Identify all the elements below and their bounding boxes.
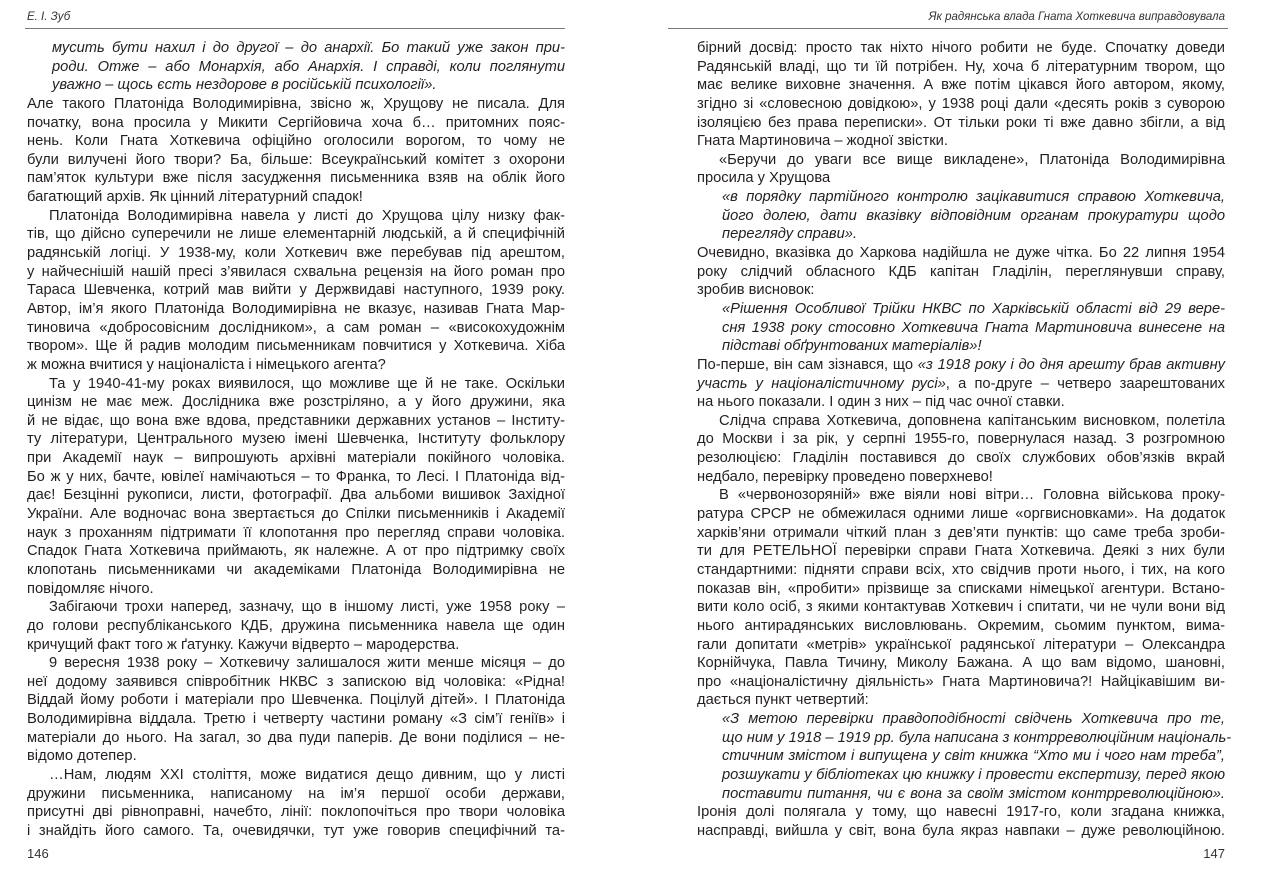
text-line: України. Але водночас вона звертається до Спілки письменників і Академії [27, 506, 565, 523]
text-line: й не відає, що вона вже вдова, представники державних установ – Інститу- [27, 412, 565, 429]
text-line [697, 356, 1225, 375]
text-line: до Москви і за рік, у серпні 1955-го, повернулася назад. З розгромною [697, 431, 1225, 448]
quote-line: поставити питання, чи є вона за своїм змістом контрреволюційною». [722, 785, 1225, 802]
text-line: «Беручи до уваги все вище викладене», Платоніда Володимирівна [719, 151, 1225, 168]
header-rule [25, 28, 565, 29]
text-line: присутні дві рівноправні, начебто, лінії: поклопочіться про твори чоловіка [27, 804, 565, 821]
text-line: має велике виховне значення. А вже потім цікався його автором, якому, [697, 77, 1225, 94]
text-line: дається пункт четвертий: [697, 692, 869, 709]
quote-line: розшукати у бібліотеках цю книжку і провести експертизу, перед якою [722, 766, 1225, 783]
running-head-author: Е. І. Зуб [27, 11, 71, 23]
quote-line: уважно – щось єсть нездорове в російській психології». [52, 77, 437, 94]
text-line: Та у 1940-41-му роках виявилося, що можливе ще й не таке. Оскільки [49, 375, 565, 392]
italic-quote-span: участь у націоналістичному русі» [697, 375, 946, 392]
text-line: Іронія долі полягала у тому, що навесні 1917-го, коли згадана книжка, [697, 804, 1225, 821]
page-body [27, 39, 565, 841]
text-line: Віддай йому роботи і матеріали про Шевченка. Поцілуй дітей». І Платоніда [27, 692, 565, 709]
running-head-title: Як радянська влада Гната Хоткевича виправдовувала [928, 11, 1225, 23]
text-line: В «червонозоряній» вже віяли нові вітри… Головна військова проку- [719, 487, 1225, 504]
text-line: бірний досвід: просто так ніхто нічого робити не буде. Спочатку доведи [697, 40, 1225, 56]
text-line: на нього показали. І один з них – під час очної ставки. [697, 394, 1065, 411]
text-line: кричущий факт того ж ґатунку. Кажучи відверто – мародерства. [27, 636, 460, 653]
text-line: Радянській владі, що ти їй потрібен. Ну, хоча б літературним твором, що [697, 58, 1225, 75]
text-line: Тараса Шевченка, котрий мав вийти у Держвидаві наступного, 1939 року. [27, 282, 565, 299]
text-line: повідомляє нічого. [27, 580, 154, 597]
text-line: ти для РЕТЕЛЬНОЇ перевірки справи Гната Хоткевича. Деякі з них були [697, 543, 1225, 560]
quote-line: його долею, дати вказівку відповідним органам прокуратури щодо [722, 207, 1225, 224]
text-line: насправді, вийшла у світ, вона була якраз навпаки – дуже революційною. [697, 822, 1225, 839]
text-line: року слідчий обласного КДБ капітан Гладілін, переглянувши справу, [697, 263, 1225, 280]
quote-line: сня 1938 року стосовно Хоткевича Гната Мартиновича винесене на [722, 319, 1225, 336]
text-line: відомо дотепер. [27, 748, 137, 765]
left-page [27, 0, 565, 881]
italic-quote-span: «з 1918 року і до дня арешту брав активну [917, 356, 1225, 373]
right-page [697, 0, 1232, 881]
text-line: Забігаючи трохи наперед, зазначу, що в іншому листі, уже 1958 року – [49, 599, 565, 616]
text-line: недбало, перевірку проведено поверхнево! [697, 468, 993, 485]
text-line [697, 375, 1225, 394]
text-line: ту літератури, Центрального музею імені Шевченка, Інституту фольклору [27, 431, 565, 448]
quote-line: «З метою перевірки правдоподібності свідчень Хоткевича про те, [722, 711, 1225, 728]
text-line: Автор, ім’я якого Платоніда Володимирівна не вказує, називав Гната Мар- [27, 300, 565, 317]
quote-line: стичним змістом і випущена у світ книжка “Хто ми і чого нам треба”, [722, 748, 1225, 765]
header-rule [668, 28, 1228, 29]
text-line: дружини письменника, написаному на ім’я першої особи держави, [27, 785, 565, 802]
text-line: харків’яни отримали чіткий план з дев’яти пунктів: що саме треба зроби- [697, 524, 1225, 541]
text-line: матеріали до нього. На загал, зо два пуди паперів. Де вони поділися – не- [27, 729, 565, 746]
text-line: Гната Мартиновича – жодної звістки. [697, 133, 948, 150]
text-line: …Нам, людям XXI століття, може видатися дещо дивним, що у листі [49, 766, 565, 783]
text-line: наук з проханням підтримати її клопотання про перегляд справи чоловіка. [27, 524, 565, 541]
quote-line: «в порядку партійного контролю зацікавитися справою Хоткевича, [722, 189, 1225, 206]
text-line: ратура СРСР не обмежилася одними лише «оргвисновками». На додаток [697, 506, 1225, 523]
text-line: показав він, «пробити» прізвище за списками німецької агентури. Встано- [697, 580, 1225, 597]
text-line: згідно зі «словесною довідкою», у 1938 році дали «десять років з суворою [697, 95, 1225, 112]
quote-line: «Рішення Особливої Трійки НКВС по Харківській області від 29 вере- [722, 300, 1225, 317]
page-number: 146 [27, 846, 49, 861]
text-line: Платоніда Володимирівна навела у листі до Хрущова цілу низку фак- [49, 207, 565, 224]
quote-line: роди. Отже – або Монархія, або Анархія. І справді, коли поглянути [52, 58, 565, 75]
text-line: Спадок Гната Хоткевича приймають, як належне. А от про підтримку своїх [27, 543, 565, 560]
text-line: і знайдіть його самого. Та, очевидячки, тут уже говорив специфічний та- [27, 822, 565, 839]
text-line: дає! Безцінні рукописи, листи, фотографії. Два альбоми вишивок Західної [27, 487, 565, 504]
quote-line: мусить бути нахил і до другої – до анархії. Бо такий уже закон при- [52, 40, 565, 56]
text-line: при Академії наук – випрошують архівні матеріали покійного чоловіка. [27, 450, 565, 467]
quote-line: підставі обґрунтованих матеріалів»! [722, 338, 982, 355]
quote-line: що ним у 1918 – 1919 рр. була написана з контрреволюційним національ- [722, 729, 1232, 746]
text-line: твором». Ще й радив молодим письменникам повчитися у Хоткевича. Хіба [27, 338, 565, 355]
text-line: до голови республіканського КДБ, дружина письменника навела ще один [27, 617, 565, 634]
text-line: тів, що дійсно суперечили не лише елементарній людській, а й специфічній [27, 226, 565, 243]
text-line: пам’яток культури вже після засудження письменника взяв на облік його [27, 170, 565, 187]
text-line: Очевидно, вказівка до Харкова надійшла не дуже чітка. Бо 22 липня 1954 [697, 245, 1225, 262]
page-body [697, 39, 1232, 841]
text-line: клопотань письменниками чи академіками Платоніда Володимирівна не [27, 561, 565, 578]
text-line: зробив висновок: [697, 282, 815, 299]
text-line: Слідча справа Хоткевича, доповнена капітанським висновком, полетіла [719, 412, 1225, 429]
text-line: Володимирівна віддала. Третю і четверту частини роману «З сім’ї геніїв» і [27, 711, 565, 728]
text-line: Корнійчука, Павла Тичину, Миколу Бажана. А що вам відомо, шановні, [697, 655, 1225, 672]
text-line: резолюцією: Гладілін поставився до своїх службових обов’язків вкрай [697, 450, 1225, 467]
page-number: 147 [1203, 846, 1225, 861]
text-line: у найчеснішій нашій пресі з’явилася схвальна рецензія на його роман про [27, 263, 565, 280]
text-line: ізоляцією без права переписки». От тільки роки ті вже давно збігли, а від [697, 114, 1225, 131]
text-line: тиновича «добросовісним дослідником», а сам роман – «високохудожнім [27, 319, 565, 336]
text-span: По-перше, він сам зізнався, що [697, 356, 918, 373]
text-line: нень. Коли Гната Хоткевича офіційно оголосили ворогом, то чому не [27, 133, 565, 150]
quote-line: перегляду справи». [722, 226, 858, 243]
text-line: багатющий архів. Як цінний літературний спадок! [27, 189, 363, 206]
text-line: ж можна вчитися у націоналіста і німецького агента? [27, 356, 386, 373]
text-line: просила у Хрущова [697, 170, 831, 187]
text-line: 9 вересня 1938 року – Хоткевичу залишалося жити менше місяця – до [49, 655, 565, 672]
text-line: про «націоналістичну діяльність» Гната Мартиновича?! Найцікавішим ви- [697, 673, 1225, 690]
text-line: радянській логіці. У 1938-му, коли Хоткевич вже перебував під арештом, [27, 245, 565, 262]
text-line: вити коло осіб, з якими контактував Хоткевич і спитати, чи не чули вони від [697, 599, 1225, 616]
text-span: , а по-друге – четверо заарештованих [945, 375, 1225, 392]
text-line: неї додому заявився співробітник НКВС з запискою від чоловіка: «Рідна! [27, 673, 565, 690]
text-line: нього антирадянських висловлювань. Окремим, сьомим пунктом, вима- [697, 617, 1225, 634]
text-line: стандартними: підняти справи всіх, хто свідчив проти нього, і тих, на кого [697, 561, 1225, 578]
text-line: були вилучені його твори? Ба, більше: Всеукраїнський комітет з охорони [27, 151, 565, 168]
text-line: початку, вона просила у Микити Сергійовича хоча б… притомних пояс- [27, 114, 565, 131]
text-line: цинізм не має меж. Дослідника вже розстріляно, а у його дружини, яка [27, 394, 565, 411]
text-line: гали допитати «метрів» української радянської літератури – Олександра [697, 636, 1225, 653]
text-line: Бо ж у них, бачте, ювілеї намічаються – то Франка, то Лесі. І Платоніда від- [27, 468, 565, 485]
text-line: Але такого Платоніда Володимирівна, звісно ж, Хрущову не писала. Для [27, 95, 565, 112]
